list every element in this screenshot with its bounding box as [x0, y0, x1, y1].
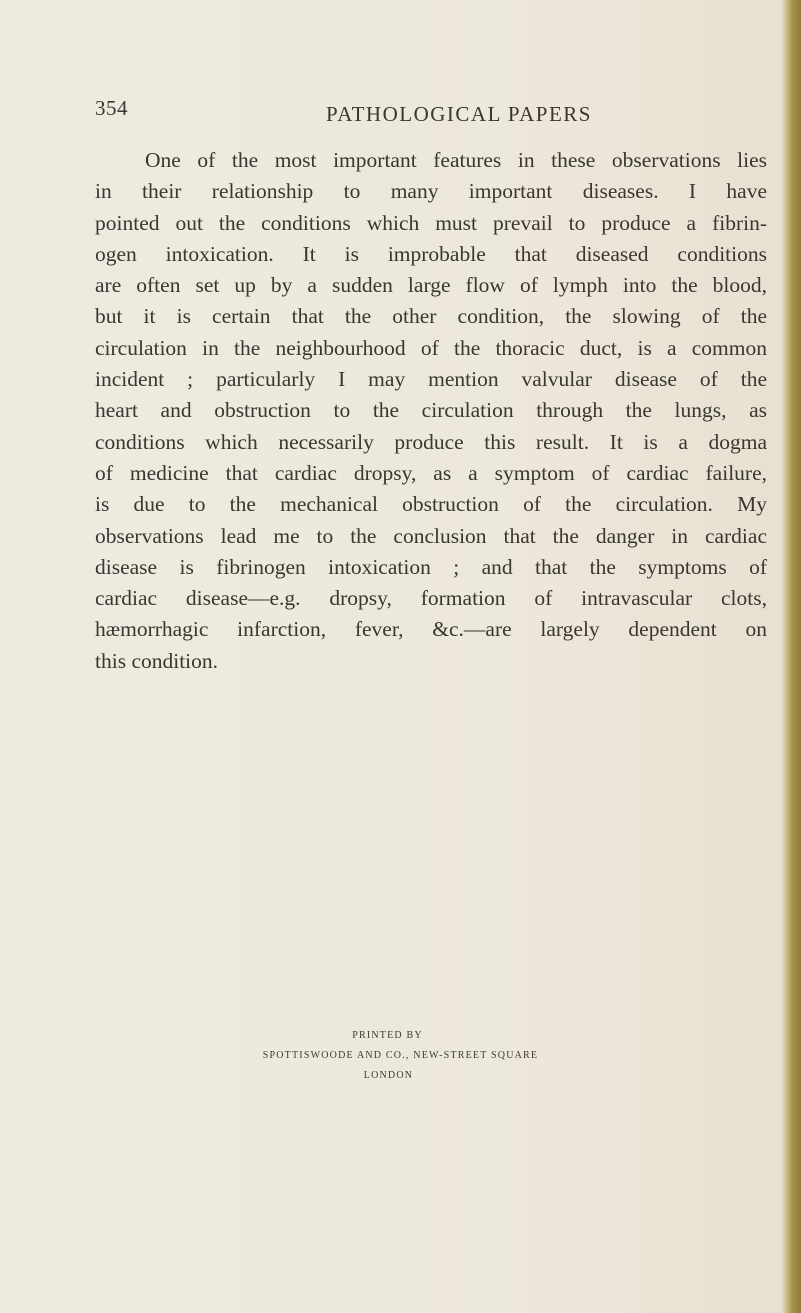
text-line: hæmorrhagic infarction, fever, &c.—are largely dependent on — [95, 617, 767, 642]
text-line: pointed out the conditions which must prevail to produce a fibrin- — [95, 210, 767, 235]
imprint-printed-by: PRINTED BY — [352, 1030, 423, 1041]
body-paragraph — [95, 145, 767, 677]
text-line: of medicine that cardiac dropsy, as a symptom of cardiac failure, — [95, 460, 767, 485]
text-line: conditions which necessarily produce this result. It is a dogma — [95, 429, 767, 454]
text-line: in their relationship to many important diseases. I have — [95, 179, 767, 204]
imprint-printer-name: SPOTTISWOODE AND CO., NEW-STREET SQUARE — [262, 1050, 539, 1061]
text-line: disease is fibrinogen intoxication ; and that the symptoms of — [95, 554, 767, 579]
text-line: ogen intoxication. It is improbable that diseased conditions — [95, 241, 767, 266]
text-line: circulation in the neighbourhood of the thoracic duct, is a common — [95, 335, 767, 360]
text-line: observations lead me to the conclusion that the danger in cardiac — [95, 523, 767, 548]
text-line: is due to the mechanical obstruction of the circulation. My — [95, 492, 767, 517]
text-line: are often set up by a sudden large flow of lymph into the blood, — [95, 273, 767, 298]
page-number: 354 — [95, 96, 128, 120]
text-line: incident ; particularly I may mention valvular disease of the — [95, 367, 767, 392]
running-head: PATHOLOGICAL PAPERS — [326, 102, 592, 126]
text-line: but it is certain that the other condition, the slowing of the — [95, 304, 767, 329]
text-line: heart and obstruction to the circulation through the lungs, as — [95, 398, 767, 423]
text-line: cardiac disease—e.g. dropsy, formation of intravascular clots, — [95, 586, 767, 611]
page-edge-shadow — [781, 0, 801, 1313]
imprint-city: LONDON — [363, 1070, 414, 1081]
text-line: this condition. — [95, 648, 219, 673]
text-line: One of the most important features in these observations lies — [145, 148, 767, 172]
printer-imprint — [0, 1026, 801, 1086]
